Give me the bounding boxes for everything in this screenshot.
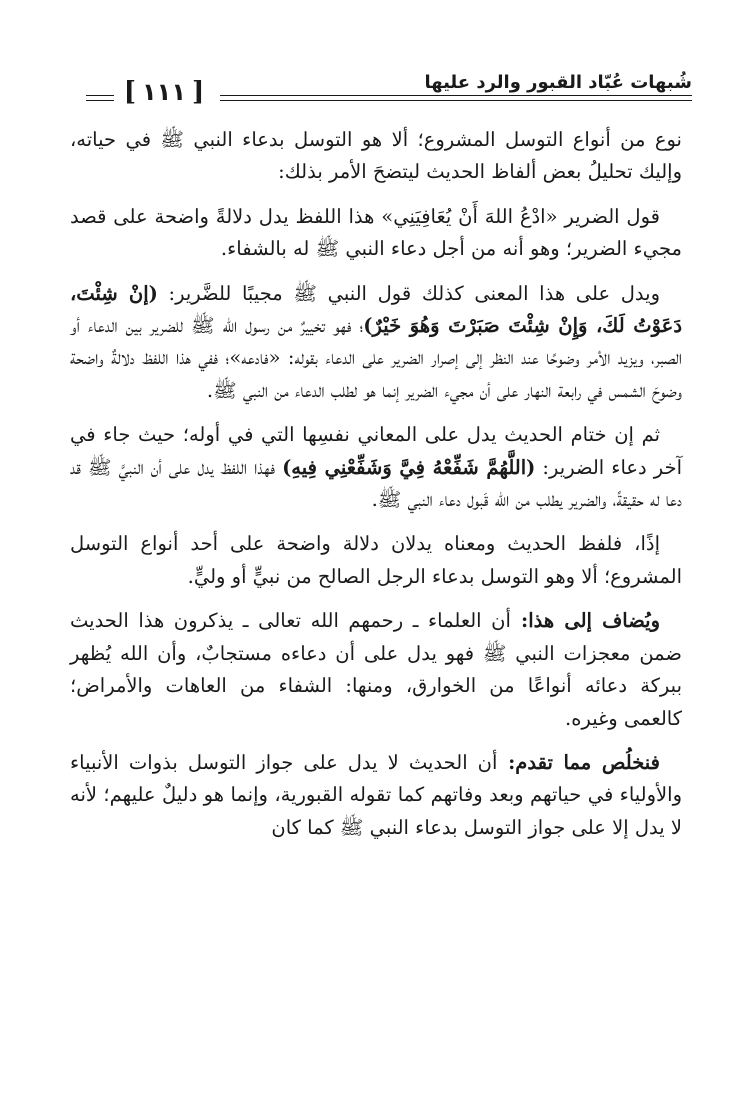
paragraph	[70, 747, 682, 844]
paragraph-text: أن العلماء ـ رحمهم الله تعالى ـ يذكرون هذا الحديث ضمن معجزات النبي ﷺ فهو يدل على أن دعاءه مستجابٌ، وأن الله يُظهر ببركة دعائه أنواعًا من الخوارق، ومنها: الشفاء من العاهات والأمراض؛ كالعمى وغيره.	[70, 609, 682, 730]
paragraph	[70, 124, 682, 189]
paragraph-text: فهذا اللفظ يدل على أن النبيَّ ﷺ قد دعا له حقيقةً، والضرير يطلب من الله قَبول دعاء النبي ﷺ.	[70, 455, 682, 512]
paragraph-text: إذًا، فلفظ الحديث ومعناه يدلان دلالة واضحة على أحد أنواع التوسل المشروع؛ ألا وهو التوسل بدعاء الرجل الصالح من نبيٍّ أو وليٍّ.	[70, 532, 682, 588]
paragraph	[70, 528, 682, 593]
paragraph-text: نوع من أنواع التوسل المشروع؛ ألا هو التوسل بدعاء النبي ﷺ في حياته، وإليك تحليلُ بعض ألفاظ الحديث ليتضحَ الأمر بذلك:	[70, 128, 682, 184]
header-rule	[86, 95, 114, 96]
page-number-bracket: ]	[191, 77, 205, 107]
header-rule	[86, 100, 114, 101]
book-title: شُبهات عُبّاد القبور والرد عليها	[424, 72, 692, 93]
lead-phrase: فنخلُص مما تقدم:	[497, 750, 660, 774]
page-number-box	[118, 76, 210, 108]
paragraph-text: قول الضرير «ادْعُ اللهَ أَنْ يُعَافِيَنِي» هذا اللفظ يدل دلالةً واضحة على قصد مجيء الضرير؛ وهو أنه من أجل دعاء النبي ﷺ له بالشفاء.	[70, 204, 682, 261]
paragraph-text: ؛ فهو تخييرٌ من رسول الله ﷺ للضرير بين الدعاء أو الصبر، ويزيد الأمر وضوحًا عند النظر إلى إصرار الضرير على الدعاء بقوله: «فادعه»؛ ففي هذا اللفظ دلالةٌ واضحة وضوحَ الشمس في رابعة النهار على أن مجيء الضرير إنما هو لطلب الدعاء من النبي ﷺ.	[70, 314, 682, 402]
paragraph-text: ويدل على هذا المعنى كذلك قول النبي ﷺ مجيبًا للضَّرير:	[157, 281, 660, 305]
header-rule	[220, 95, 692, 96]
lead-phrase: ويُضاف إلى هذا:	[510, 609, 660, 633]
page-number-bracket: [	[123, 77, 137, 107]
hadith-quote: (إنْ شِئْتَ، دَعَوْتُ لَكَ، وَإِنْ شِئْتَ صَبَرْتَ وَهُوَ خَيْرٌ)	[70, 281, 683, 338]
paragraph	[70, 201, 682, 266]
body-text	[70, 124, 682, 856]
paragraph-text: أن الحديث لا يدل على جواز التوسل بذوات الأنبياء والأولياء في حياتهم وبعد وفاتهم كما تقوله القبورية، وإنما هو دليلٌ عليهم؛ لأنه لا يدل إلا على جواز التوسل بدعاء النبي ﷺ كما كان	[70, 750, 682, 839]
page-number: ١١١	[142, 78, 186, 106]
paragraph	[70, 278, 682, 408]
paragraph	[70, 605, 682, 735]
hadith-quote: (اللَّهُمَّ شَفِّعْهُ فِيَّ وَشَفِّعْنِي فِيهِ)	[282, 455, 536, 479]
paragraph	[70, 419, 682, 516]
header-rule	[220, 100, 692, 101]
running-header	[86, 68, 692, 114]
paragraph-text: ثم إن ختام الحديث يدل على المعاني نفسِها التي في أوله؛ حيث جاء في آخر دعاء الضرير:	[70, 423, 683, 479]
